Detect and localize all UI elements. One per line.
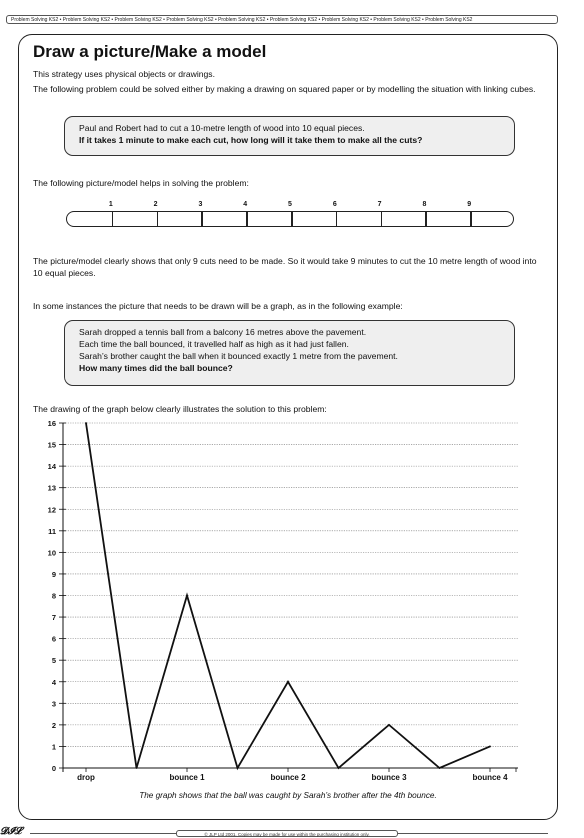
model-intro: The following picture/model helps in solving the problem: [33, 178, 249, 188]
x-tick-label: bounce 3 [371, 773, 407, 782]
problem-2-line-3: Sarah’s brother caught the ball when it bounced exactly 1 metre from the pavement. [79, 351, 398, 361]
y-tick-label: 13 [47, 483, 56, 493]
y-tick-label: 6 [51, 634, 56, 644]
ruler-label: 1 [108, 201, 113, 208]
y-tick-label: 2 [51, 720, 56, 730]
copyright-notice: © JLP Ltd 2001. Copies may be made for use within the purchasing institution only. [176, 830, 398, 837]
x-tick-label: bounce 1 [169, 773, 205, 782]
page-title: Draw a picture/Make a model [33, 42, 267, 61]
x-tick-label: bounce 2 [270, 773, 306, 782]
bounce-data-point [489, 746, 491, 748]
ruler-label: 7 [377, 201, 382, 208]
ruler-label: 5 [288, 201, 292, 208]
bounce-data-point [237, 767, 239, 769]
bounce-data-point [287, 681, 289, 683]
problem-2-question: How many times did the ball bounce? [79, 363, 233, 373]
ruler-label: 3 [198, 201, 203, 208]
header-strip: Problem Solving KS2 • Problem Solving KS2 • Problem Solving KS2 • Problem Solving KS2 • Problem Solving KS2 • Problem Solving KS2 • Problem Solving KS2 • Problem Solving KS2 • Problem Solving KS2 [6, 15, 558, 24]
y-tick-label: 12 [47, 505, 56, 515]
y-tick-label: 1 [51, 742, 56, 752]
bounce-data-point [439, 767, 441, 769]
footer-rule-right [398, 833, 548, 834]
y-tick-label: 5 [51, 656, 56, 666]
ruler-label: 9 [467, 201, 472, 208]
y-tick-label: 10 [47, 548, 56, 558]
bounce-data-point [186, 595, 188, 597]
problem-2-line-1: Sarah dropped a tennis ball from a balcony 16 metres above the pavement. [79, 327, 367, 337]
y-tick-label: 15 [47, 440, 56, 450]
y-tick-label: 14 [47, 462, 56, 472]
x-tick-label: drop [77, 773, 95, 782]
ruler-label: 2 [153, 201, 158, 208]
y-tick-label: 9 [51, 569, 56, 579]
bounce-data-point [338, 767, 340, 769]
bounce-data-point [136, 767, 138, 769]
intro-paragraph-2: The following problem could be solved either by making a drawing on squared paper or by modelling the situation with linking cubes. [33, 84, 536, 94]
y-tick-label: 4 [51, 677, 56, 687]
x-tick-label: bounce 4 [472, 773, 508, 782]
graph-lead: The drawing of the graph below clearly illustrates the solution to this problem: [33, 404, 327, 414]
intro-paragraph-1: This strategy uses physical objects or drawings. [33, 69, 215, 79]
ruler-label: 6 [332, 201, 337, 208]
problem-1-question: If it takes 1 minute to make each cut, how long will it take them to make all the cuts? [79, 135, 423, 145]
y-tick-label: 0 [51, 764, 56, 773]
y-tick-label: 3 [51, 699, 56, 709]
y-tick-label: 11 [48, 526, 56, 536]
graph-intro: In some instances the picture that needs to be drawn will be a graph, as in the following example: [33, 301, 403, 311]
graph-caption: The graph shows that the ball was caught by Sarah’s brother after the 4th bounce. [139, 791, 437, 800]
footer-rule-left [30, 833, 176, 834]
explanation: The picture/model clearly shows that only 9 cuts need to be made. So it would take 9 minutes to cut the 10 metre length of wood into 10 equal pieces. [33, 256, 537, 278]
bounce-path-line [86, 423, 490, 768]
problem-2-line-2: Each time the ball bounced, it travelled half as high as it had just fallen. [79, 339, 349, 349]
problem-1-text: Paul and Robert had to cut a 10-metre length of wood into 10 equal pieces. [79, 123, 365, 133]
y-tick-label: 8 [51, 591, 56, 601]
y-tick-label: 16 [47, 419, 56, 428]
ruler-label: 8 [422, 201, 427, 208]
bounce-data-point [85, 422, 87, 424]
y-tick-label: 7 [51, 613, 56, 623]
publisher-logo: 𝓓𝓘𝓛 [0, 826, 22, 837]
bounce-data-point [388, 724, 390, 726]
ruler-label: 4 [243, 201, 248, 208]
